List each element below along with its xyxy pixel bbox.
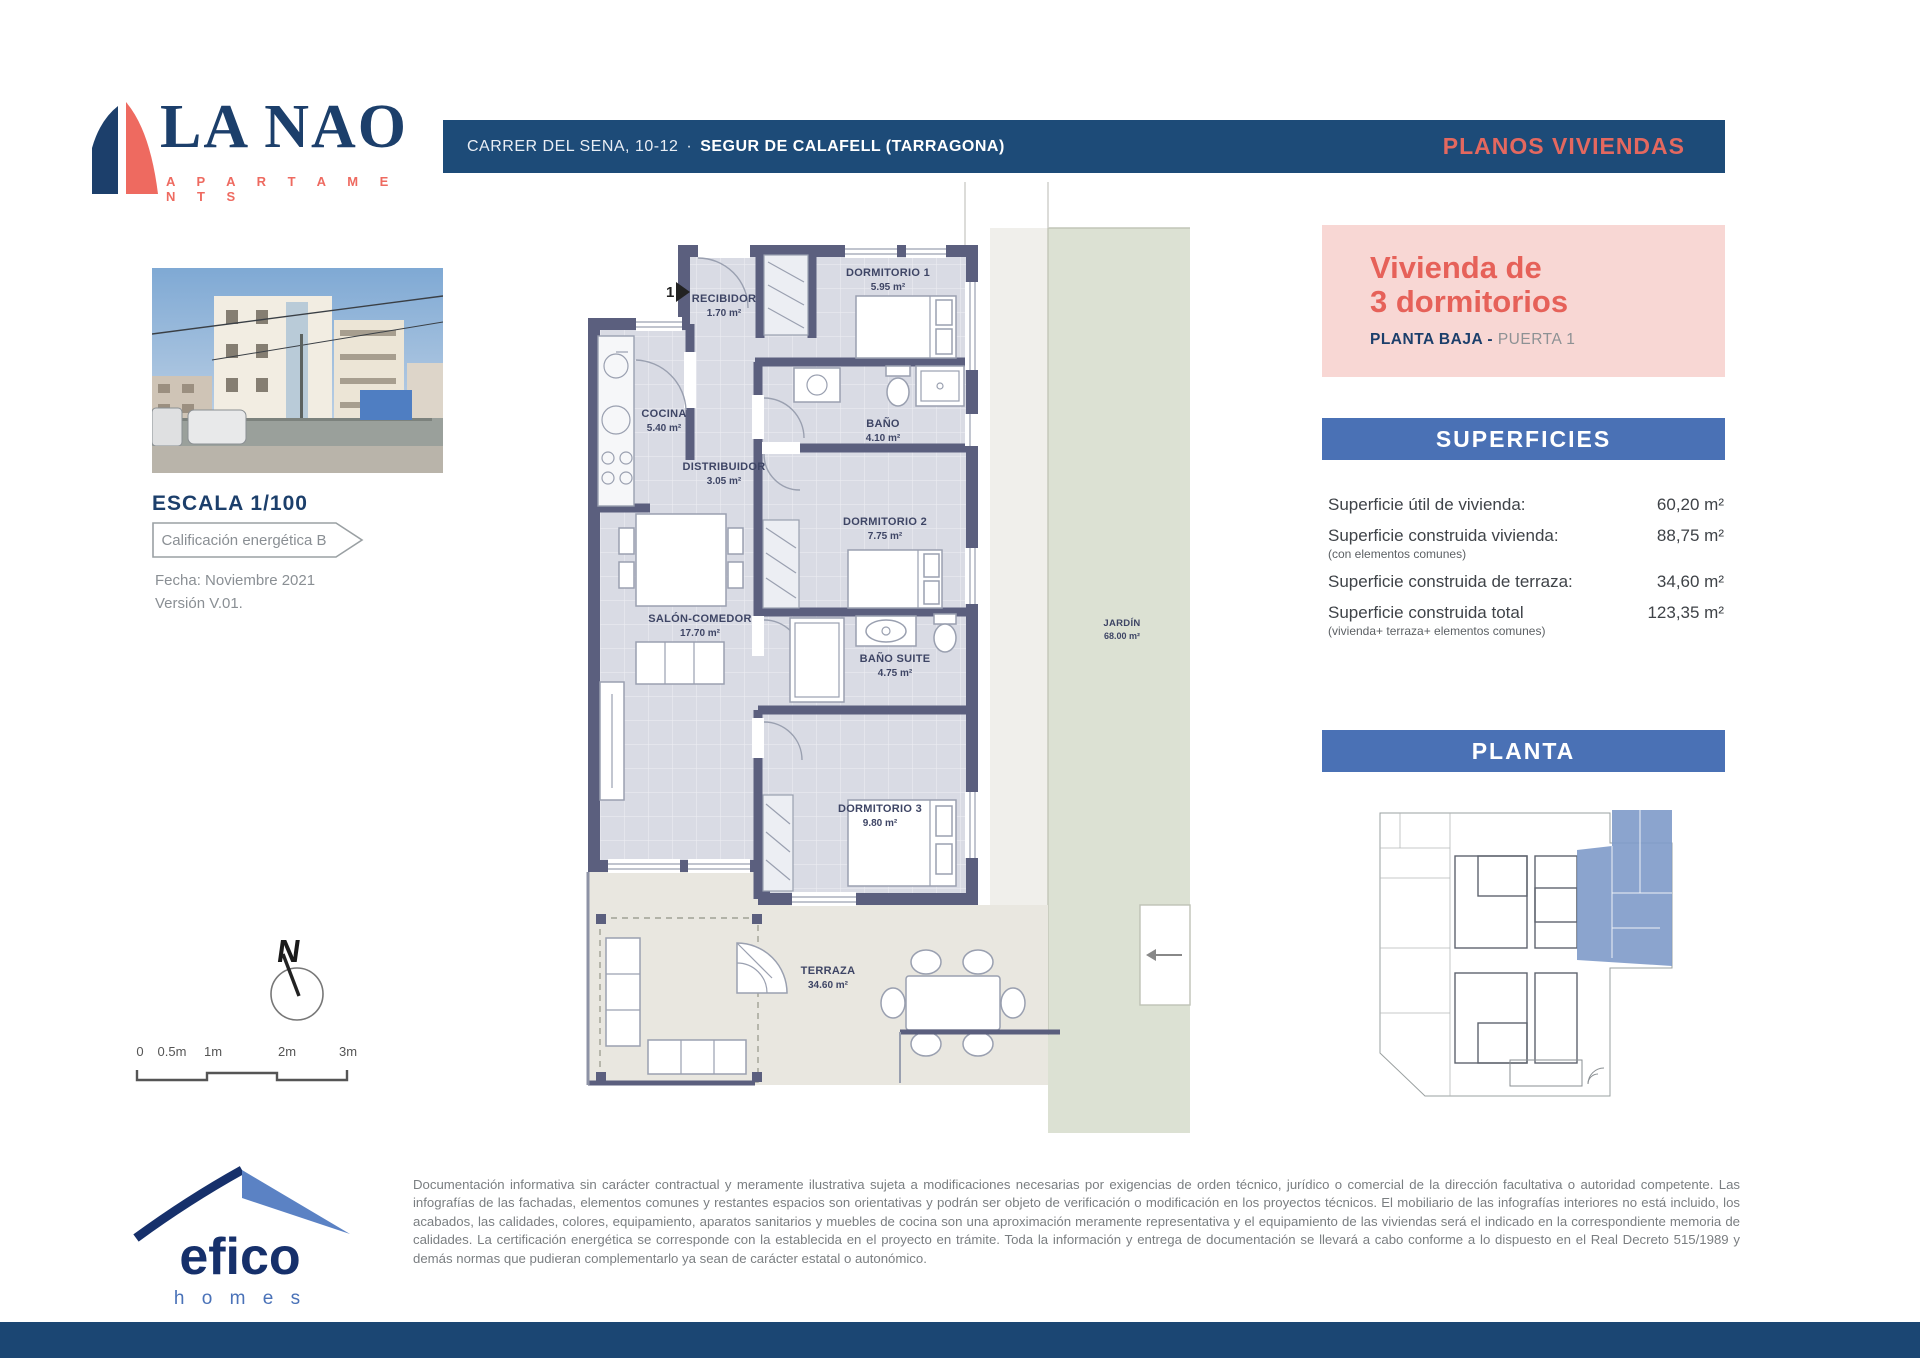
- compass-north-icon: [250, 932, 345, 1027]
- table-row: Superficie útil de vivienda: 60,20 m²: [1328, 495, 1724, 514]
- date-version: [155, 570, 315, 615]
- planta-heading: PLANTA: [1322, 730, 1725, 772]
- address: [467, 138, 1005, 156]
- efico-homes-logo: [128, 1156, 363, 1316]
- table-row: Superficie construida total (vivienda+ terraza+ elementos comunes) 123,35 m²: [1328, 603, 1724, 638]
- svg-text:0: 0: [136, 1044, 144, 1059]
- brand-logo: [88, 93, 428, 206]
- svg-text:DORMITORIO 2: DORMITORIO 2: [842, 516, 928, 528]
- svg-text:0.5m: 0.5m: [157, 1044, 187, 1059]
- svg-text:3.05 m²: 3.05 m²: [706, 476, 742, 487]
- svg-text:DORMITORIO 3: DORMITORIO 3: [837, 803, 923, 815]
- svg-text:1.70 m²: 1.70 m²: [706, 308, 742, 319]
- building-overview-minimap: [1360, 798, 1680, 1132]
- superficies-heading: SUPERFICIES: [1322, 418, 1725, 460]
- svg-text:9.80 m²: 9.80 m²: [862, 818, 898, 829]
- svg-text:5.40 m²: 5.40 m²: [646, 423, 682, 434]
- floor-plan: [555, 178, 1205, 1145]
- sail-left: [92, 106, 118, 194]
- table-row: Superficie construida vivienda: (con elementos comunes) 88,75 m²: [1328, 526, 1724, 561]
- superficies-table: [1328, 495, 1724, 649]
- brand-sub: h o m e s: [173, 1288, 307, 1309]
- unit-subtitle: PLANTA BAJA - PUERTA 1: [1370, 331, 1576, 349]
- svg-text:5.95 m²: 5.95 m²: [870, 282, 906, 293]
- svg-text:SALÓN-COMEDOR: SALÓN-COMEDOR: [648, 613, 752, 625]
- svg-text:1m: 1m: [203, 1044, 223, 1059]
- legal-disclaimer: Documentación informativa sin carácter contractual y meramente ilustrativa sujeta a modificaciones necesarias por exigencias de orden técnico, jurídico o comercial de la dirección facultativa o autoridad competente. Las infografías de las fachadas, elementos comunes y restantes espacios son orientativas y podrán ser objeto de verificación o modificación en los proyectos técnicos. El mobiliario de las infografías interiores no está incluido, los acabados, las calidades, colores, equipamiento, aparatos sanitarios y muebles de cocina son una aproximación meramente representativa y el equipamiento de las viviendas será el indicado en la correspondiente memoria de calidades. La certificación energética se corresponde con la establecida en el proyecto en trámite. Toda la información y entrega de documentación se llevará a cabo conforme a lo dispuesto en el Real Decreto 515/1989 y demás normas que pudieran complementarlo ya sean de carácter estatal o autonómico.: [413, 1177, 1740, 1266]
- address-street: CARRER DEL SENA, 10-12: [467, 137, 679, 155]
- scale-text: ESCALA 1/100: [152, 492, 308, 515]
- svg-text:N: N: [274, 933, 303, 969]
- svg-text:JARDÍN: JARDÍN: [1103, 618, 1141, 629]
- sail-right: [126, 102, 158, 194]
- energy-rating-tag: [152, 522, 364, 558]
- svg-text:COCINA: COCINA: [641, 408, 687, 420]
- svg-text:17.70 m²: 17.70 m²: [679, 628, 721, 639]
- svg-text:1: 1: [666, 284, 675, 301]
- svg-text:DORMITORIO 1: DORMITORIO 1: [845, 267, 931, 279]
- table-row: Superficie construida de terraza: 34,60 m²: [1328, 572, 1724, 591]
- version-text: Versión V.01.: [155, 594, 243, 612]
- page-title: PLANOS VIVIENDAS: [1442, 133, 1685, 159]
- svg-text:BAÑO SUITE: BAÑO SUITE: [859, 653, 931, 665]
- address-separator: ·: [686, 137, 693, 155]
- svg-text:7.75 m²: 7.75 m²: [867, 531, 903, 542]
- building-photo: [152, 268, 443, 473]
- svg-text:4.75 m²: 4.75 m²: [877, 668, 913, 679]
- svg-text:TERRAZA: TERRAZA: [800, 965, 856, 977]
- roof-right: [242, 1170, 350, 1234]
- svg-text:2m: 2m: [277, 1044, 297, 1059]
- unit-title: Vivienda de 3 dormitorios: [1370, 250, 1569, 320]
- footer-bar: [0, 1322, 1920, 1358]
- brand-name: efico: [179, 1228, 301, 1286]
- unit-title-card: [1322, 225, 1725, 377]
- garden-structure: [1140, 905, 1190, 1005]
- logo-name: LA NAO: [160, 93, 408, 161]
- svg-text:DISTRIBUIDOR: DISTRIBUIDOR: [682, 461, 766, 473]
- svg-text:BAÑO: BAÑO: [866, 418, 900, 430]
- header-address-bar: [443, 120, 1725, 173]
- svg-text:RECIBIDOR: RECIBIDOR: [691, 293, 757, 305]
- svg-text:34.60 m²: 34.60 m²: [807, 980, 849, 991]
- svg-text:68.00 m²: 68.00 m²: [1103, 631, 1141, 641]
- svg-text:3m: 3m: [338, 1044, 358, 1059]
- fecha-text: Fecha: Noviembre 2021: [155, 572, 316, 589]
- scale-bar: [100, 1040, 380, 1100]
- energy-rating-label: Calificación energética B: [161, 532, 327, 549]
- svg-text:4.10 m²: 4.10 m²: [865, 433, 901, 444]
- address-city: SEGUR DE CALAFELL (TARRAGONA): [700, 137, 1005, 155]
- logo-subtitle: A P A R T A M E N T S: [166, 174, 398, 204]
